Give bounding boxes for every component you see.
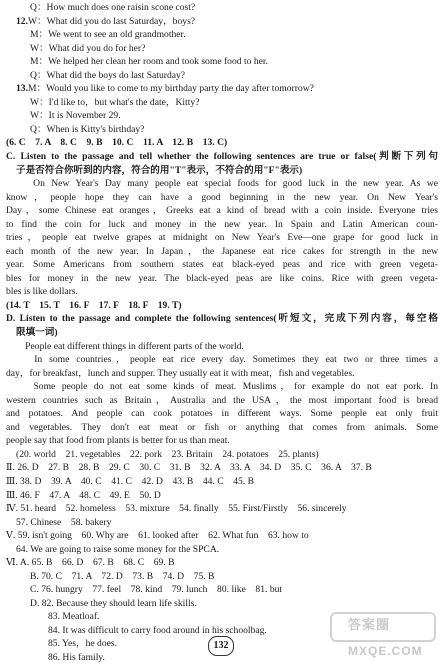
watermark-logo [330, 612, 436, 660]
line-text: Ⅳ. 51. heard 52. homeless 53. mixture 54. finally 55. First/Firstly 56. sincerely [6, 503, 347, 515]
text-line [6, 232, 438, 245]
line-text: each month of the new year. In Japan，the Japanese eat rice cakes for strength in the new [6, 245, 438, 257]
line-text: know，people hope they can have a good beginning in the new year. On New Year's [6, 191, 438, 203]
text-line [30, 43, 145, 56]
line-text: 限填一词) [16, 327, 58, 338]
line-text: M：Would you like to come to my birthday party the day after tomorrow? [28, 83, 314, 95]
text-line [6, 557, 175, 570]
line-text: 83. Meatloaf. [48, 611, 100, 623]
text-line [6, 408, 438, 421]
line-text: W：I'd like to，but what's the date，Kitty? [30, 96, 200, 108]
text-line [6, 354, 438, 367]
text-line [30, 124, 144, 137]
line-text: people say that food from plants is better for us than meat. [6, 435, 230, 447]
text-line [6, 273, 438, 286]
line-text: 84. It was difficult to carry food around in his schoolbag. [48, 624, 267, 636]
line-text: W：What did you do last Saturday，boys? [28, 15, 196, 27]
line-text: Q：What did the boys do last Saturday? [30, 69, 186, 81]
text-line [6, 313, 438, 326]
line-text: and vegetables. They don't eat meat or fish or anything that comes from animals. Some [6, 421, 438, 433]
line-text: Day，some Chinese eat oranges，Greeks eat a kind of bread with a coin inside. Everyone tries [6, 205, 438, 217]
item-number: 13. [16, 83, 28, 95]
line-text: year. Some Americans from southern states eat black-eyed peas and rice with green vegeta- [6, 259, 438, 271]
line-text: People eat different things in different parts of the world. [6, 340, 244, 352]
line-text: C. Listen to the passage and tell whether the following sentences are true or false(判断下列句 [6, 150, 438, 162]
text-line [30, 571, 214, 584]
text-line [6, 435, 230, 448]
line-text: to find the coin for luck and money in the new year. In Spain and Latin American coun- [6, 218, 438, 230]
line-text: Ⅵ. A. 65. B 66. D 67. B 68. C 69. B [6, 557, 175, 569]
text-line [6, 530, 309, 543]
text-line [30, 56, 268, 69]
line-text: Ⅱ. 26. D 27. B 28. B 29. C 30. C 31. B 32. A 33. A 34. D 35. C 36. A 37. B [6, 462, 372, 474]
line-text: bles is like dollars. [6, 286, 78, 298]
line-text: D. 82. Because they should learn life skills. [30, 597, 197, 609]
item-number: 12. [16, 15, 28, 27]
line-text: M：We helped her clean her room and took some food to her. [30, 56, 268, 68]
line-text: 64. We are going to raise some money for the SPCA. [16, 543, 220, 555]
text-line [30, 598, 197, 611]
text-line [6, 300, 182, 313]
line-text: Ⅴ. 59. isn't going 60. Why are 61. looked after 62. What fun 63. how to [6, 530, 309, 542]
text-line [6, 368, 355, 381]
text-line [16, 517, 111, 530]
text-line [16, 83, 314, 96]
line-text: bles for money in the new year. The black-eyed peas are like coins. Rice with green vegeta- [6, 272, 438, 284]
text-line [6, 395, 438, 408]
line-text: On New Year's Day many people eat special foods for good luck in the new year. As we [6, 178, 438, 190]
text-line [6, 137, 227, 150]
text-line [30, 29, 186, 42]
text-line [16, 327, 58, 340]
line-text: In some countries，people eat rice every day. Sometimes they eat two or three times a [6, 354, 438, 366]
line-text: M：We went to see an old grandmother. [30, 29, 186, 41]
text-line [30, 110, 121, 123]
text-line [6, 476, 254, 489]
text-line [30, 70, 185, 83]
line-text: D. Listen to the passage and complete the following sentences(听短文，完成下列内容，每空格 [6, 313, 438, 325]
line-text: and potatoes. And people can cook potatoes in different ways. Some people eat only fruit [6, 408, 438, 420]
line-text: Q：How much does one raisin scone cost? [30, 2, 196, 13]
text-line [16, 544, 219, 557]
text-line [6, 381, 438, 394]
line-text: 子是否符合你听到的内容，符合的用"T"表示，不符合的用"F"表示) [16, 164, 303, 176]
text-line: 85. Yes，he does. [48, 638, 118, 650]
text-line [6, 246, 438, 259]
line-text: day，for breakfast，lunch and supper. They usually eat it with meat，fish and vegetables. [6, 367, 355, 379]
line-text: W：It is November 29. [30, 110, 121, 122]
line-text: tries，people eat twelve grapes at midnight on New Year's Eve—one grape for good luck in [6, 232, 438, 244]
text-line [6, 178, 438, 191]
text-line [30, 584, 282, 597]
text-line [6, 422, 438, 435]
text-line [6, 219, 438, 232]
line-text: 57. Chinese 58. bakery [16, 516, 112, 528]
line-text: (6. C 7. A 8. C 9. B 10. C 11. A 12. B 13. C) [6, 137, 228, 149]
watermark-url: MXQE.COM [348, 644, 423, 658]
watermark-logo-text: 答案圈 [348, 617, 391, 632]
text-line [16, 16, 195, 29]
line-text: Some people do not eat some kinds of meat. Muslims，for example do not eat pork. In [6, 381, 438, 393]
text-line [48, 625, 267, 638]
line-text: (20. world 21. vegetables 22. pork 23. Britain 24. potatoes 25. plants) [16, 448, 319, 460]
text-line [6, 259, 438, 272]
line-text: Ⅲ. 38. D 39. A 40. C 41. C 42. D 43. B 44. C 45. B [6, 475, 255, 487]
text-line [6, 151, 438, 164]
line-text: western countries such as Britain，Australia and the USA，the most important food is bread [6, 394, 438, 406]
line-text: (14. T 15. T 16. F 17. F 18. F 19. T) [6, 299, 182, 311]
text-line [6, 341, 244, 354]
page-number [208, 636, 234, 656]
text-line [6, 490, 161, 503]
text-line [16, 449, 319, 462]
line-text: C. 76. hungry 77. feel 78. kind 79. lunch 80. like 81. but [30, 584, 283, 596]
page-number-text: 132 [213, 640, 229, 651]
text-line [16, 165, 302, 178]
text-line: 86. His family. [48, 652, 105, 663]
text-line [6, 462, 372, 475]
line-text: W：What did you do for her? [30, 42, 146, 54]
text-line [48, 611, 99, 624]
text-line [6, 503, 347, 516]
line-text: Ⅲ. 46. F 47. A 48. C 49. E 50. D [6, 489, 161, 501]
text-line [6, 192, 438, 205]
text-line [6, 205, 438, 218]
line-text: Q：When is Kitty's birthday? [30, 123, 145, 135]
text-line [30, 2, 195, 15]
text-line [6, 286, 78, 299]
line-text: B. 70. C 71. A 72. D 73. B 74. D 75. B [30, 570, 215, 582]
text-line [30, 97, 199, 110]
